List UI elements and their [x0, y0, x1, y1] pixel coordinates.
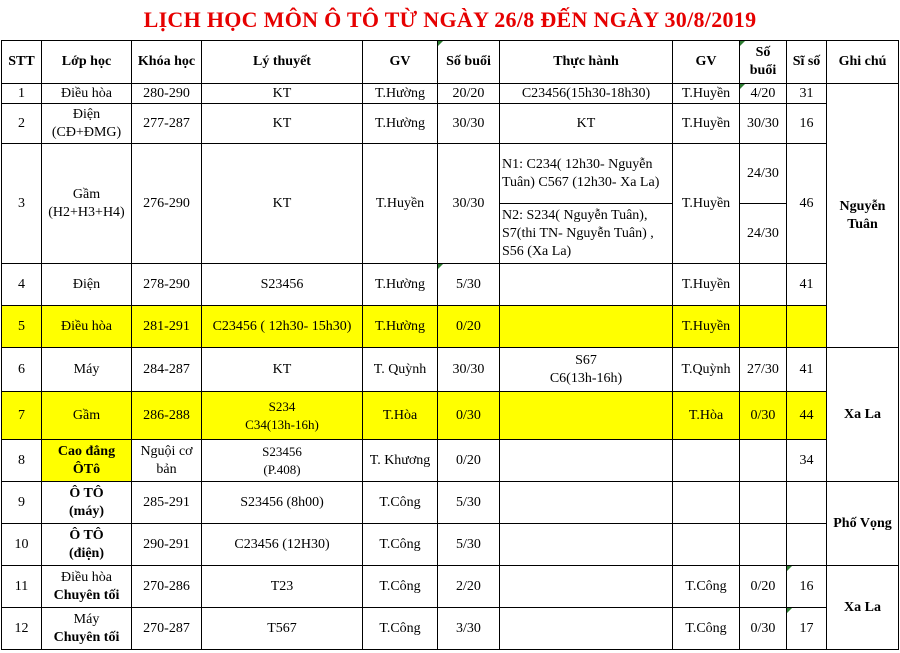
cell-stt: 6: [2, 348, 42, 392]
cell-sobuoi-2: 0/30: [740, 608, 787, 650]
lop-line-2: (máy): [69, 503, 104, 519]
cell-sobuoi-1: 5/30: [438, 264, 500, 306]
cell-khoa: 285-291: [132, 482, 202, 524]
cell-sobuoi-2: 4/20: [740, 84, 787, 104]
cell-sobuoi-1: 30/30: [438, 144, 500, 264]
table-row: [2, 566, 899, 608]
lythuyet-line-2: (P.408): [263, 461, 301, 477]
cell-lythuyet: C23456 ( 12h30- 15h30): [202, 306, 363, 348]
table-row: [2, 84, 899, 104]
cell-khoa: 290-291: [132, 524, 202, 566]
cell-lythuyet: S23456 (8h00): [202, 482, 363, 524]
cell-lythuyet: [202, 440, 363, 482]
note-xa-la-2: Xa La: [827, 566, 899, 650]
header-stt: STT: [2, 41, 42, 84]
table-row: [2, 264, 899, 306]
lop-line-2: (điện): [69, 545, 104, 561]
lop-line-2: Chuyên tối: [53, 629, 120, 645]
header-sobuoi-2: Số buổi: [740, 41, 787, 84]
lythuyet-line-2: C34(13h-16h): [245, 416, 319, 432]
header-gv-2: GV: [673, 41, 740, 84]
cell-siso: 17: [787, 608, 827, 650]
cell-lythuyet: KT: [202, 348, 363, 392]
cell-lop: [42, 608, 132, 650]
cell-thuchanh: [500, 482, 673, 524]
khoa-line-1: Nguội cơ: [140, 443, 193, 459]
cell-gv-1: T.Công: [363, 566, 438, 608]
cell-stt: 12: [2, 608, 42, 650]
cell-khoa: [132, 440, 202, 482]
cell-sobuoi-2: [740, 306, 787, 348]
cell-gv-2: T.Công: [673, 566, 740, 608]
table-row: [2, 306, 899, 348]
cell-sobuoi-1: 0/20: [438, 440, 500, 482]
cell-gv-1: T.Huyền: [363, 144, 438, 264]
lop-line-2: Chuyên tối: [53, 587, 120, 603]
cell-gv-2: T.Huyền: [673, 84, 740, 104]
table-row: [2, 104, 899, 144]
cell-sobuoi-1: 30/30: [438, 104, 500, 144]
note-pho-vong: Phố Vọng: [827, 482, 899, 566]
cell-thuchanh: [500, 608, 673, 650]
cell-lythuyet: KT: [202, 84, 363, 104]
cell-gv-1: T.Hường: [363, 104, 438, 144]
cell-sobuoi-2: [740, 264, 787, 306]
cell-sobuoi-2: 30/30: [740, 104, 787, 144]
cell-gv-1: T.Hường: [363, 306, 438, 348]
page-title: LỊCH HỌC MÔN Ô TÔ TỪ NGÀY 26/8 ĐẾN NGÀY 30/8/2019: [143, 7, 757, 32]
cell-lop: Máy: [42, 348, 132, 392]
cell-siso: [787, 482, 827, 524]
cell-gv-1: T. Quỳnh: [363, 348, 438, 392]
cell-sobuoi-2: [740, 482, 787, 524]
cell-siso: 16: [787, 566, 827, 608]
cell-lop: [42, 482, 132, 524]
cell-siso: 31: [787, 84, 827, 104]
cell-stt: 7: [2, 392, 42, 440]
table-row: [2, 348, 899, 392]
cell-lythuyet: [202, 392, 363, 440]
header-lythuyet: Lý thuyết: [202, 41, 363, 84]
cell-sobuoi-1: 0/30: [438, 392, 500, 440]
cell-lop: [42, 440, 132, 482]
cell-stt: 5: [2, 306, 42, 348]
cell-thuchanh: [500, 440, 673, 482]
cell-stt: 11: [2, 566, 42, 608]
cell-thuchanh-n1: N1: C234( 12h30- Nguyễn Tuân) C567 (12h30- Xa La): [500, 144, 673, 204]
cell-khoa: 278-290: [132, 264, 202, 306]
cell-gv-2: T.Quỳnh: [673, 348, 740, 392]
cell-lop: [42, 524, 132, 566]
cell-gv-1: T.Hường: [363, 84, 438, 104]
header-siso: Sĩ số: [787, 41, 827, 84]
lop-line-1: Điều hòa: [61, 569, 112, 585]
header-thuchanh: Thực hành: [500, 41, 673, 84]
cell-lop: Điện (CĐ+ĐMG): [42, 104, 132, 144]
cell-lythuyet: KT: [202, 104, 363, 144]
cell-stt: 10: [2, 524, 42, 566]
cell-thuchanh: [500, 348, 673, 392]
header-sobuoi-1: Số buổi: [438, 41, 500, 84]
cell-gv-1: T.Công: [363, 524, 438, 566]
cell-khoa: 281-291: [132, 306, 202, 348]
cell-gv-2: T.Huyền: [673, 306, 740, 348]
cell-sobuoi-2: 0/20: [740, 566, 787, 608]
cell-gv-2: T.Công: [673, 608, 740, 650]
cell-lop: Điện: [42, 264, 132, 306]
cell-khoa: 286-288: [132, 392, 202, 440]
cell-sobuoi-1: 5/30: [438, 482, 500, 524]
cell-khoa: 276-290: [132, 144, 202, 264]
cell-thuchanh: [500, 264, 673, 306]
note-nguyen-tuan: Nguyễn Tuân: [827, 84, 899, 348]
cell-sobuoi-2: 27/30: [740, 348, 787, 392]
thuchanh-line-2: C6(13h-16h): [549, 370, 623, 386]
cell-stt: 9: [2, 482, 42, 524]
cell-lop: Gầm: [42, 392, 132, 440]
cell-sobuoi-1: 0/20: [438, 306, 500, 348]
cell-thuchanh: KT: [500, 104, 673, 144]
cell-gv-1: T. Khương: [363, 440, 438, 482]
lop-line-1: Cao đẳng: [57, 443, 116, 459]
cell-khoa: 280-290: [132, 84, 202, 104]
cell-khoa: 270-287: [132, 608, 202, 650]
lop-line-1: Ô TÔ: [69, 527, 104, 543]
cell-gv-2: [673, 440, 740, 482]
table-row: [2, 392, 899, 440]
cell-thuchanh: [500, 524, 673, 566]
header-row: [2, 41, 899, 84]
cell-gv-1: T.Hòa: [363, 392, 438, 440]
cell-sobuoi-1: 3/30: [438, 608, 500, 650]
cell-thuchanh-n2: N2: S234( Nguyễn Tuân), S7(thi TN- Nguyễn Tuân) , S56 (Xa La): [500, 204, 673, 264]
cell-stt: 1: [2, 84, 42, 104]
schedule-table: [1, 40, 899, 650]
cell-siso: [787, 306, 827, 348]
cell-sobuoi-1: 20/20: [438, 84, 500, 104]
cell-gv-2: T.Huyền: [673, 104, 740, 144]
cell-siso: 41: [787, 264, 827, 306]
cell-siso: 41: [787, 348, 827, 392]
cell-sobuoi-1: 2/20: [438, 566, 500, 608]
cell-lop: Điều hòa: [42, 84, 132, 104]
cell-lop: Điều hòa: [42, 306, 132, 348]
cell-khoa: 277-287: [132, 104, 202, 144]
cell-sobuoi-2-b: 24/30: [740, 204, 787, 264]
lop-line-1: Ô TÔ: [69, 485, 104, 501]
cell-stt: 2: [2, 104, 42, 144]
cell-stt: 3: [2, 144, 42, 264]
cell-gv-2: [673, 524, 740, 566]
lythuyet-line-1: S234: [268, 398, 296, 414]
cell-gv-2: T.Huyền: [673, 144, 740, 264]
cell-thuchanh: C23456(15h30-18h30): [500, 84, 673, 104]
note-xa-la: Xa La: [827, 348, 899, 482]
cell-khoa: 284-287: [132, 348, 202, 392]
cell-sobuoi-2: [740, 440, 787, 482]
cell-sobuoi-2-a: 24/30: [740, 144, 787, 204]
cell-khoa: 270-286: [132, 566, 202, 608]
cell-thuchanh: [500, 566, 673, 608]
table-row: [2, 524, 899, 566]
cell-sobuoi-2: 0/30: [740, 392, 787, 440]
cell-gv-1: T.Hường: [363, 264, 438, 306]
table-row: [2, 608, 899, 650]
cell-lythuyet: C23456 (12H30): [202, 524, 363, 566]
cell-thuchanh: [500, 392, 673, 440]
cell-lop: [42, 566, 132, 608]
cell-stt: 4: [2, 264, 42, 306]
cell-thuchanh: [500, 306, 673, 348]
header-ghichu: Ghi chú: [827, 41, 899, 84]
lythuyet-line-1: S23456: [262, 443, 302, 459]
lop-line-2: ÔTô: [72, 461, 101, 477]
thuchanh-line-1: S67: [575, 352, 597, 368]
cell-lythuyet: T567: [202, 608, 363, 650]
header-khoa: Khóa học: [132, 41, 202, 84]
header-gv-1: GV: [363, 41, 438, 84]
table-row: [2, 144, 899, 204]
cell-siso: 44: [787, 392, 827, 440]
cell-siso: [787, 524, 827, 566]
khoa-line-2: bản: [156, 461, 177, 477]
table-row: [2, 482, 899, 524]
cell-siso: 46: [787, 144, 827, 264]
cell-gv-2: T.Hòa: [673, 392, 740, 440]
cell-gv-1: T.Công: [363, 608, 438, 650]
cell-lythuyet: KT: [202, 144, 363, 264]
cell-gv-2: [673, 482, 740, 524]
cell-lop: Gầm (H2+H3+H4): [42, 144, 132, 264]
table-row: [2, 440, 899, 482]
header-lop: Lớp học: [42, 41, 132, 84]
cell-sobuoi-2: [740, 524, 787, 566]
cell-lythuyet: S23456: [202, 264, 363, 306]
cell-gv-1: T.Công: [363, 482, 438, 524]
cell-siso: 34: [787, 440, 827, 482]
cell-siso: 16: [787, 104, 827, 144]
lop-line-1: Máy: [73, 611, 100, 627]
cell-gv-2: T.Huyền: [673, 264, 740, 306]
cell-lythuyet: T23: [202, 566, 363, 608]
cell-sobuoi-1: 30/30: [438, 348, 500, 392]
cell-sobuoi-1: 5/30: [438, 524, 500, 566]
cell-stt: 8: [2, 440, 42, 482]
